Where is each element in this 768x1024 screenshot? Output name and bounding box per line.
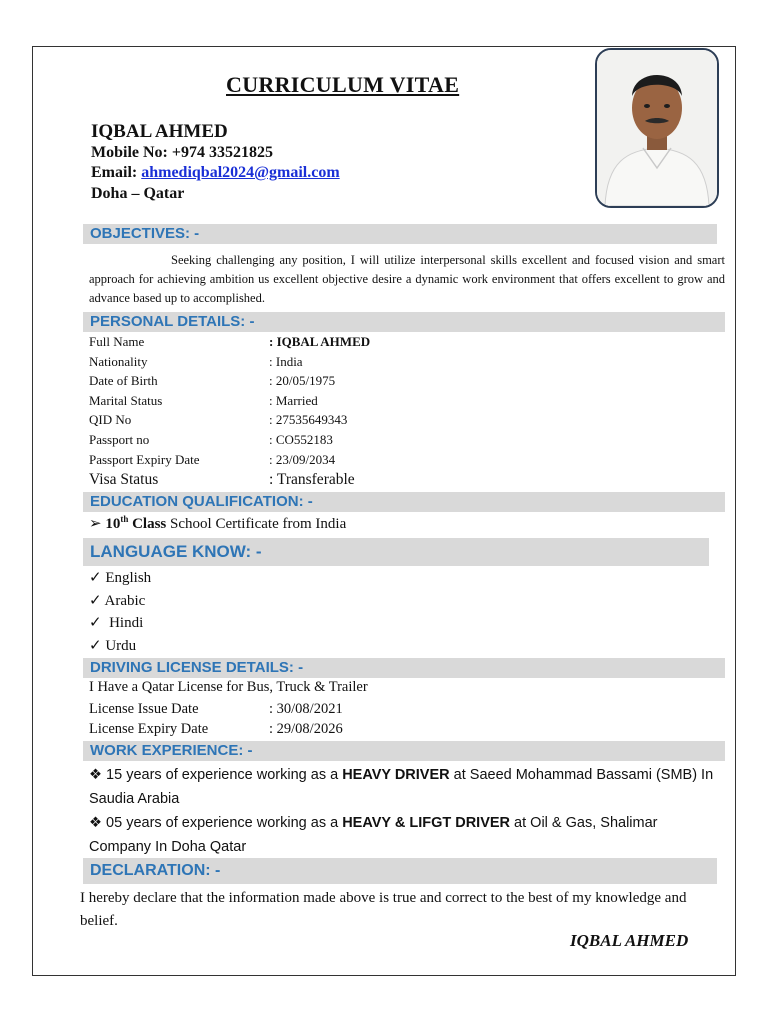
- person-portrait-icon: [597, 50, 717, 206]
- detail-label: License Expiry Date: [89, 721, 209, 737]
- education-heading: EDUCATION QUALIFICATION: -: [83, 492, 725, 512]
- detail-value: : 20/05/1975: [269, 373, 336, 388]
- detail-label: Passport no: [89, 432, 150, 447]
- location: Doha – Qatar: [91, 185, 185, 202]
- profile-photo: [595, 48, 719, 208]
- work-item-employer: at Oil & Gas, Shalimar Company In Doha Qatar: [89, 815, 658, 855]
- objectives-text: Seeking challenging any position, I will utilize interpersonal skills excellent and focused vision and smart approach for achieving ambition us excellent objective desire a dynamic work environment that offers excellent to grow and advance based up to accomplished.: [89, 253, 725, 305]
- language-name: Hindi: [109, 615, 144, 631]
- diamond-bullet-icon: ❖: [89, 815, 102, 831]
- education-class-label: Class: [128, 516, 167, 532]
- language-item-arabic: [89, 591, 145, 610]
- detail-row-full-name: [89, 334, 371, 350]
- work-item-role: HEAVY & LIFGT DRIVER: [342, 815, 511, 831]
- email-line: [91, 164, 340, 182]
- detail-label: Full Name: [89, 334, 145, 349]
- detail-row-qid: [89, 412, 348, 428]
- detail-value: : 29/08/2026: [269, 721, 343, 737]
- language-name: Arabic: [104, 593, 146, 609]
- detail-value: : CO552183: [269, 432, 333, 447]
- language-heading: LANGUAGE KNOW: -: [83, 538, 709, 566]
- detail-label: Date of Birth: [89, 373, 158, 388]
- driving-license-heading: DRIVING LICENSE DETAILS: -: [83, 658, 725, 678]
- detail-value: : Married: [269, 393, 318, 408]
- education-item: [89, 514, 346, 533]
- detail-row-passport-no: [89, 432, 333, 448]
- email-link[interactable]: ahmediqbal2024@gmail.com: [141, 164, 340, 181]
- declaration-text: I hereby declare that the information made above is true and correct to the best of my knowledge and belief.: [80, 890, 687, 929]
- education-class-number: 10: [105, 516, 121, 532]
- detail-row-marital-status: [89, 393, 318, 409]
- check-icon: ✓: [89, 570, 102, 586]
- detail-row-passport-expiry: [89, 452, 336, 468]
- detail-value: : 23/09/2034: [269, 452, 336, 467]
- work-item: [89, 763, 719, 811]
- license-issue-row: [89, 701, 343, 718]
- signature-name: IQBAL AHMED: [570, 931, 689, 950]
- detail-label: License Issue Date: [89, 701, 199, 717]
- check-icon: ✓: [89, 615, 102, 631]
- work-experience-heading: WORK EXPERIENCE: -: [83, 741, 725, 761]
- check-icon: ✓: [89, 638, 102, 654]
- arrow-bullet-icon: ➢: [89, 516, 102, 532]
- detail-row-visa-status: [89, 471, 355, 489]
- language-item-english: [89, 568, 151, 587]
- language-item-hindi: [89, 613, 143, 632]
- work-item-employer: at Saeed Mohammad Bassami (SMB) In Saudia Arabia: [89, 767, 714, 807]
- personal-details-heading: PERSONAL DETAILS: -: [83, 312, 725, 332]
- education-description: School Certificate from India: [166, 516, 347, 532]
- candidate-name: IQBAL AHMED: [91, 121, 228, 142]
- education-class-suffix: th: [120, 514, 129, 524]
- check-icon: ✓: [89, 593, 102, 609]
- mobile-number: Mobile No: +974 33521825: [91, 144, 273, 161]
- detail-label: Visa Status: [89, 471, 159, 488]
- detail-value: : 27535649343: [269, 412, 348, 427]
- work-item: [89, 811, 719, 859]
- work-item-text: 15 years of experience working as a: [106, 767, 343, 783]
- detail-label: Passport Expiry Date: [89, 452, 200, 467]
- work-item-text: 05 years of experience working as a: [106, 815, 343, 831]
- email-label: Email:: [91, 164, 142, 181]
- diamond-bullet-icon: ❖: [89, 767, 102, 783]
- driving-license-intro: I Have a Qatar License for Bus, Truck & Trailer: [89, 679, 368, 695]
- detail-row-nationality: [89, 354, 303, 370]
- declaration-heading: DECLARATION: -: [83, 858, 717, 884]
- work-item-role: HEAVY DRIVER: [342, 767, 450, 783]
- detail-label: QID No: [89, 412, 132, 427]
- language-name: English: [105, 570, 152, 586]
- detail-value: : India: [269, 354, 303, 369]
- detail-row-date-of-birth: [89, 373, 336, 389]
- license-expiry-row: [89, 721, 343, 738]
- detail-value: : IQBAL AHMED: [269, 334, 371, 349]
- detail-label: Nationality: [89, 354, 148, 369]
- document-title: CURRICULUM VITAE: [226, 72, 460, 97]
- language-item-urdu: [89, 636, 136, 655]
- objectives-heading: OBJECTIVES: -: [83, 224, 717, 244]
- language-name: Urdu: [105, 638, 137, 654]
- detail-label: Marital Status: [89, 393, 163, 408]
- detail-value: : Transferable: [269, 471, 355, 488]
- detail-value: : 30/08/2021: [269, 701, 343, 717]
